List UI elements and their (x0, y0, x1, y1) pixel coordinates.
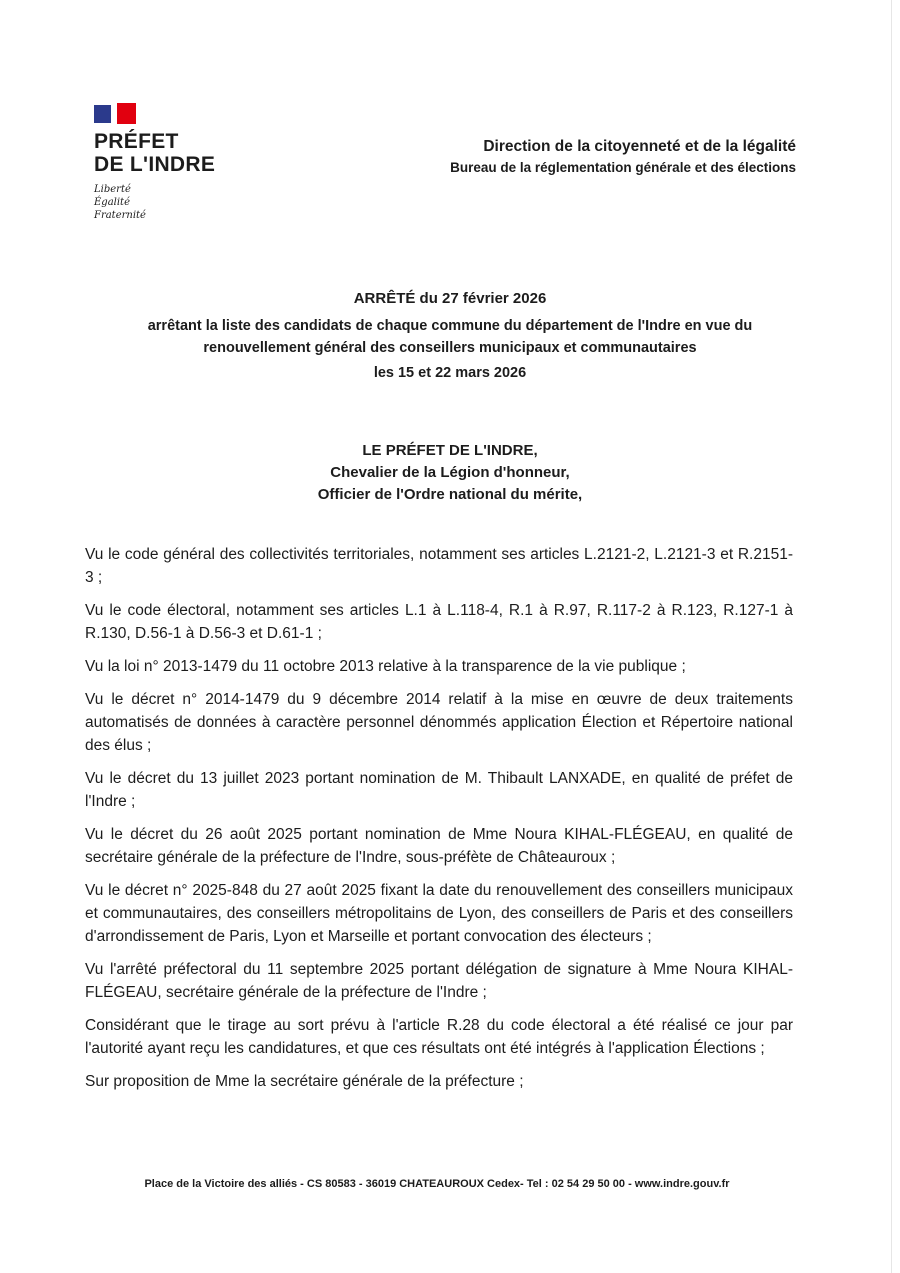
considerant-paragraph: Vu le décret du 26 août 2025 portant nomination de Mme Noura KIHAL-FLÉGEAU, en qualité de secrétaire générale de la préfecture de l'Indre, sous-préfète de Châteauroux ; (85, 826, 793, 866)
marianne-logo (94, 103, 244, 222)
prefecture-name (94, 130, 244, 176)
decree-subtitle-line1: arrêtant la liste des candidats de chaque commune du département de l'Indre en vue du (147, 318, 753, 334)
considerant-paragraph: Vu l'arrêté préfectoral du 11 septembre 2025 portant délégation de signature à Mme Noura KIHAL-FLÉGEAU, secrétaire générale de la préfecture de l'Indre ; (85, 961, 793, 1001)
considerant-paragraph: Vu le code électoral, notamment ses articles L.1 à L.118-4, R.1 à R.97, R.117-2 à R.123, R.127-1 à R.130, D.56-1 à D.56-3 et D.61-1 ; (85, 602, 793, 642)
flag-red-band (117, 103, 136, 124)
scan-edge-line (891, 0, 892, 1273)
republic-motto (94, 183, 244, 222)
considerant-paragraph: Vu le décret du 13 juillet 2023 portant nomination de M. Thibault LANXADE, en qualité de préfet de l'Indre ; (85, 770, 793, 810)
decree-subtitle-line2: renouvellement général des conseillers municipaux et communautaires (203, 340, 697, 356)
prefect-title-line1: LE PRÉFET DE L'INDRE, (362, 442, 538, 459)
motto-fraternite: Fraternité (94, 210, 146, 221)
decree-subtitle (90, 315, 810, 359)
considerant-paragraph: Considérant que le tirage au sort prévu à l'article R.28 du code électoral a été réalisé ce jour par l'autorité ayant reçu les candidatures, et que ces résultats ont été intégrés à l'application Élections ; (85, 1017, 793, 1057)
direction-name: Direction de la citoyenneté et de la légalité (483, 138, 796, 155)
election-dates: les 15 et 22 mars 2026 (373, 365, 527, 381)
considerant-paragraph: Vu le code général des collectivités territoriales, notamment ses articles L.2121-2, L.2121-3 et R.2151-3 ; (85, 546, 793, 586)
prefect-titles (90, 440, 810, 506)
considerant-paragraph: Vu le décret n° 2025-848 du 27 août 2025 fixant la date du renouvellement des conseillers municipaux et communautaires, des conseillers métropolitains de Lyon, des conseillers de Paris et des conseillers d'arrondissement de Paris, Lyon et Marseille et portant convocation des électeurs ; (85, 882, 793, 945)
decree-title-main: ARRÊTÉ du 27 février 2026 (353, 290, 547, 307)
prefecture-name-line2: DE L'INDRE (94, 153, 216, 176)
motto-liberte: Liberté (94, 184, 131, 195)
issuing-department (420, 137, 796, 178)
prefecture-name-line1: PRÉFET (94, 130, 179, 153)
prefect-title-line2: Chevalier de la Légion d'honneur, (330, 464, 570, 481)
decree-title (90, 288, 810, 384)
considerant-paragraph: Sur proposition de Mme la secrétaire générale de la préfecture ; (85, 1073, 524, 1090)
prefect-title-line3: Officier de l'Ordre national du mérite, (317, 486, 583, 503)
considerant-paragraph: Vu le décret n° 2014-1479 du 9 décembre 2014 relatif à la mise en œuvre de deux traitements automatisés de données à caractère personnel dénommés application Élection et Répertoire national des élus ; (85, 691, 793, 754)
bureau-name: Bureau de la réglementation générale et des élections (450, 160, 796, 175)
legal-considerations (85, 543, 793, 1103)
considerant-paragraph: Vu la loi n° 2013-1479 du 11 octobre 2013 relative à la transparence de la vie publique ; (85, 658, 686, 675)
flag-icon (94, 103, 244, 125)
footer-address: Place de la Victoire des alliés - CS 80583 - 36019 CHATEAUROUX Cedex- Tel : 02 54 29 50 00 - www.indre.gouv.fr (144, 1178, 730, 1190)
motto-egalite: Égalité (94, 197, 130, 208)
flag-blue-band (94, 105, 111, 123)
